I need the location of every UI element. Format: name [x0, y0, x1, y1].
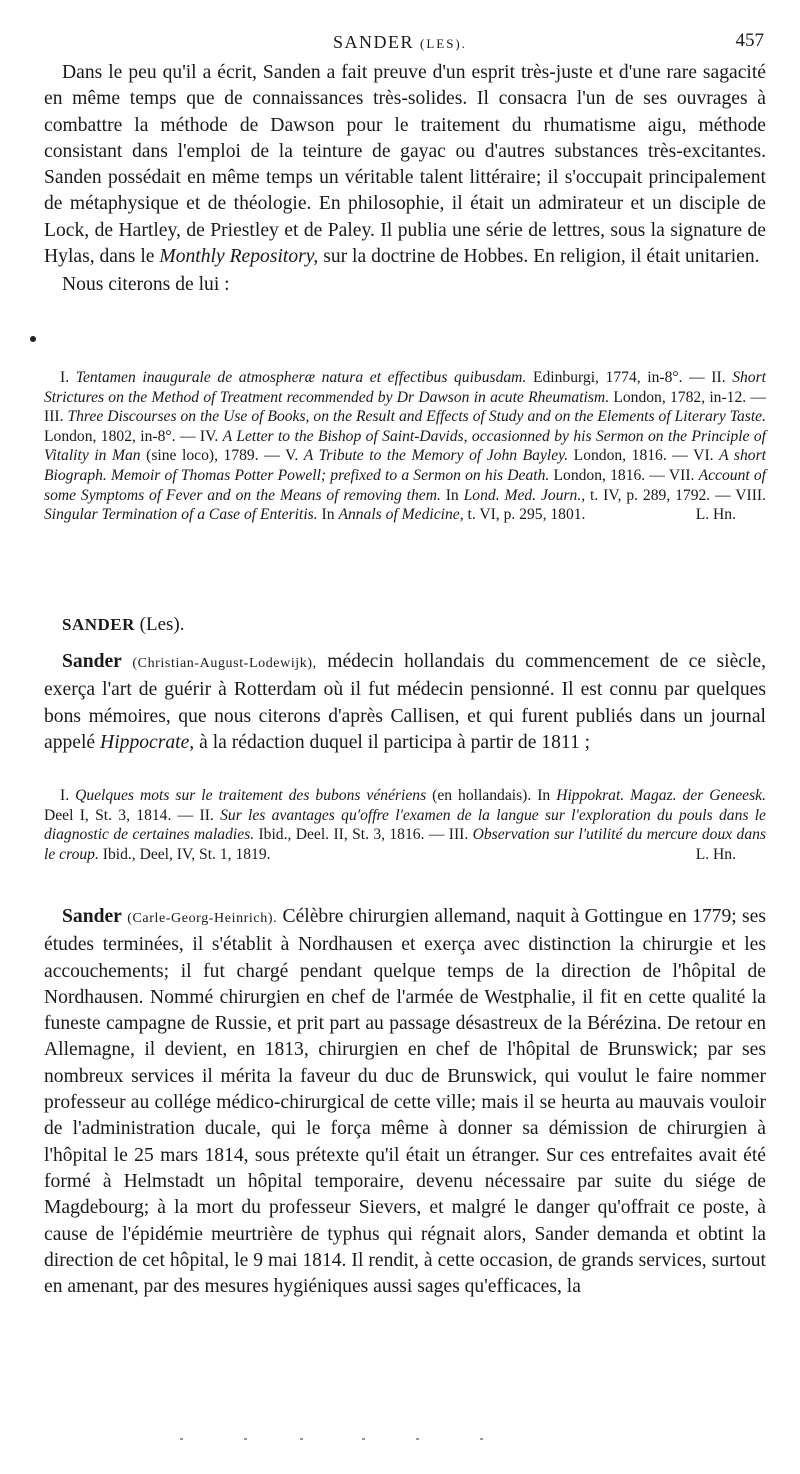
biblio-segment: Hippokrat. Magaz. der Geneesk.: [556, 787, 766, 804]
biblio-segment: A Tribute to the Memory of John Bayley.: [303, 447, 569, 465]
biblio-segment: A Letter to the Bishop of Saint-Davids, occasionned by his Sermon on the Principle of Vitality in Man: [44, 427, 766, 465]
running-title: [0, 32, 800, 53]
biblio-segment: A short Biograph. Memoir of Thomas Potter Powell; prefixed to a Sermon on his Death.: [44, 447, 766, 484]
biblio-segment: I.: [60, 787, 76, 804]
margin-bullet: [30, 336, 36, 342]
entry1-text-end: sur la doctrine de Hobbes. En religion, il était unitarien.: [323, 246, 760, 268]
biblio-segment: Sur les avantages qu'offre l'examen de la langue sur l'exploration du pouls dans le diagnostic de certaines maladies.: [44, 806, 766, 844]
biblio-segment: Ibid., Deel. II, St. 3, 1816. — III.: [254, 826, 473, 844]
entry2-journal: Hippocrate,: [100, 731, 195, 753]
biblio-segment: t. IV, p. 289, 1792. — VIII.: [585, 486, 767, 504]
entry3-paragraph: [44, 904, 766, 1300]
entry2-signature: L. Hn.: [695, 845, 736, 863]
biblio-segment: Deel I, St. 3, 1814. — II.: [44, 806, 221, 824]
entry2-name: Sander: [62, 651, 122, 672]
entry3-given-names: (Carle-Georg-Heinrich).: [127, 911, 278, 926]
section-heading-name: SANDER: [62, 615, 135, 634]
biblio-segment: Three Discourses on the Use of Books, on the Result and Effects of Study and on the Elements of Literary Taste.: [67, 408, 766, 426]
entry3-name: Sander: [62, 906, 122, 927]
biblio-segment: London, 1816. — VI.: [568, 447, 720, 465]
biblio-segment: Edinburgi, 1774, in-8°. — II.: [526, 369, 733, 386]
section-heading: [62, 614, 185, 636]
biblio-segment: Tentamen inaugurale de atmospheræ natura et effectibus quibusdam.: [75, 369, 527, 386]
entry1-biblio-list: [44, 369, 766, 523]
biblio-segment: Lond. Med. Journ.,: [463, 486, 586, 504]
entry3-text: Célèbre chirurgien allemand, naquit à Gottingue en 1779; ses études terminées, il s'établit à Nordhausen et exerça avec distinction la chirurgie et les accouchements; il fut chargé pendant quelque temps de la direction de l'hôpital de Nordhausen. Nommé chirurgien en chef de l'armée de Westphalie, il fit en cette qualité la funeste campagne de Russie, et prit part au passage désastreux de la Bérézina. De retour en Allemagne, il devient, en 1813, chirurgien en chef de l'hôpital de Brunswick; par ses nombreux services il mérita la faveur du duc de Brunswick, qui voulut le faire nommer professeur au collége médico-chirurgical de cette ville; mais il se heurta au mauvais vouloir de l'administration ducale, qui le força même à donner sa démission de chirurgien à l'hôpital le 25 mars 1814, sous prétexte qu'il était un étranger. Sur ces entrefaites avait été formé à Helmstadt un hôpital temporaire, devenu nécessaire par suite du siége de Magdebourg; à la mort du professeur Sievers, et malgré le danger qu'offrait ce poste, à cause de l'épidémie meurtrière de typhus qui régnait alors, Sander demanda et obtint la direction de cet hôpital, le 9 mai 1814. Il rendit, à cette occasion, de grands services, surtout en amenant, par des mesures hygiéniques aussi sages qu'efficaces, la: [44, 906, 766, 1298]
entry1-cite-intro: Nous citerons de lui :: [62, 274, 230, 296]
footer-print-marks: [180, 1438, 620, 1444]
entry2-given-names: (Christian-August-Lodewijk),: [132, 656, 317, 671]
biblio-segment: Short Strictures on the Method of Treatment recommended by Dr Dawson in acute Rheumatism.: [44, 369, 766, 406]
entry1-signature: L. Hn.: [695, 506, 736, 524]
biblio-segment: Ibid., Deel, IV, St. 1, 1819.: [98, 845, 271, 863]
biblio-segment: (sine loco), 1789. — V.: [140, 447, 304, 465]
entry2-paragraph: [44, 649, 766, 756]
running-title-name: SANDER: [332, 32, 414, 52]
biblio-segment: In: [440, 486, 464, 504]
entry1-bibliography: [44, 368, 766, 525]
entry2-text: médecin hollandais du commencement de ce siècle, exerça l'art de guérir à Rotterdam où il fut médecin pensionné. Il est connu par quelques bons mémoires, que nous citerons d'après Callisen, et qui furent publiés dans un journal appelé: [44, 651, 767, 753]
biblio-segment: Observation sur l'utilité du mercure doux dans le croup.: [44, 826, 766, 863]
entry1-journal: Monthly Repository,: [159, 246, 319, 268]
biblio-segment: Account of some Symptoms of Fever and on the Means of removing them.: [44, 466, 767, 504]
entry1-text: Dans le peu qu'il a écrit, Sanden a fait preuve d'un esprit très-juste et d'une rare sagacité en même temps que de connaissances très-solides. Il consacra l'un de ses ouvrages à combattre la méthode de Dawson pour le traitement du rhumatisme aigu, méthode consistant dans l'emploi de la teinture de gayac ou d'autres substances très-excitantes. Sanden possédait en même temps un véritable talent littéraire; il s'occupait principalement de métaphysique et de théologie. En philosophie, il était un admirateur et un disciple de Lock, de Hartley, de Priestley et de Paley. Il publia une série de lettres, sous la signature de Hylas, dans le: [44, 62, 766, 268]
biblio-segment: I.: [60, 369, 76, 386]
biblio-segment: (en hollandais). In: [426, 787, 557, 804]
biblio-segment: London, 1802, in-8°. — IV.: [44, 427, 223, 445]
biblio-segment: London, 1782, in-12. — III.: [44, 388, 766, 426]
section-heading-small: (Les).: [139, 614, 185, 635]
biblio-segment: t. VI, p. 295, 1801.: [463, 506, 586, 524]
biblio-segment: Singular Termination of a Case of Enteritis.: [44, 506, 318, 524]
entry2-bibliography: [44, 786, 766, 864]
entry2-biblio-list: [44, 787, 766, 863]
running-title-small: (LES).: [419, 36, 468, 51]
entry1-paragraph: [44, 60, 766, 299]
biblio-segment: Annals of Medicine,: [338, 506, 464, 524]
running-head: [0, 30, 800, 60]
entry2-text-end: à la rédaction duquel il participa à partir de 1811 ;: [199, 731, 591, 753]
biblio-segment: Quelques mots sur le traitement des bubons vénériens: [75, 787, 427, 804]
page-number: 457: [735, 30, 764, 51]
biblio-segment: In: [317, 506, 339, 524]
biblio-segment: London, 1816. — VII.: [549, 466, 699, 484]
